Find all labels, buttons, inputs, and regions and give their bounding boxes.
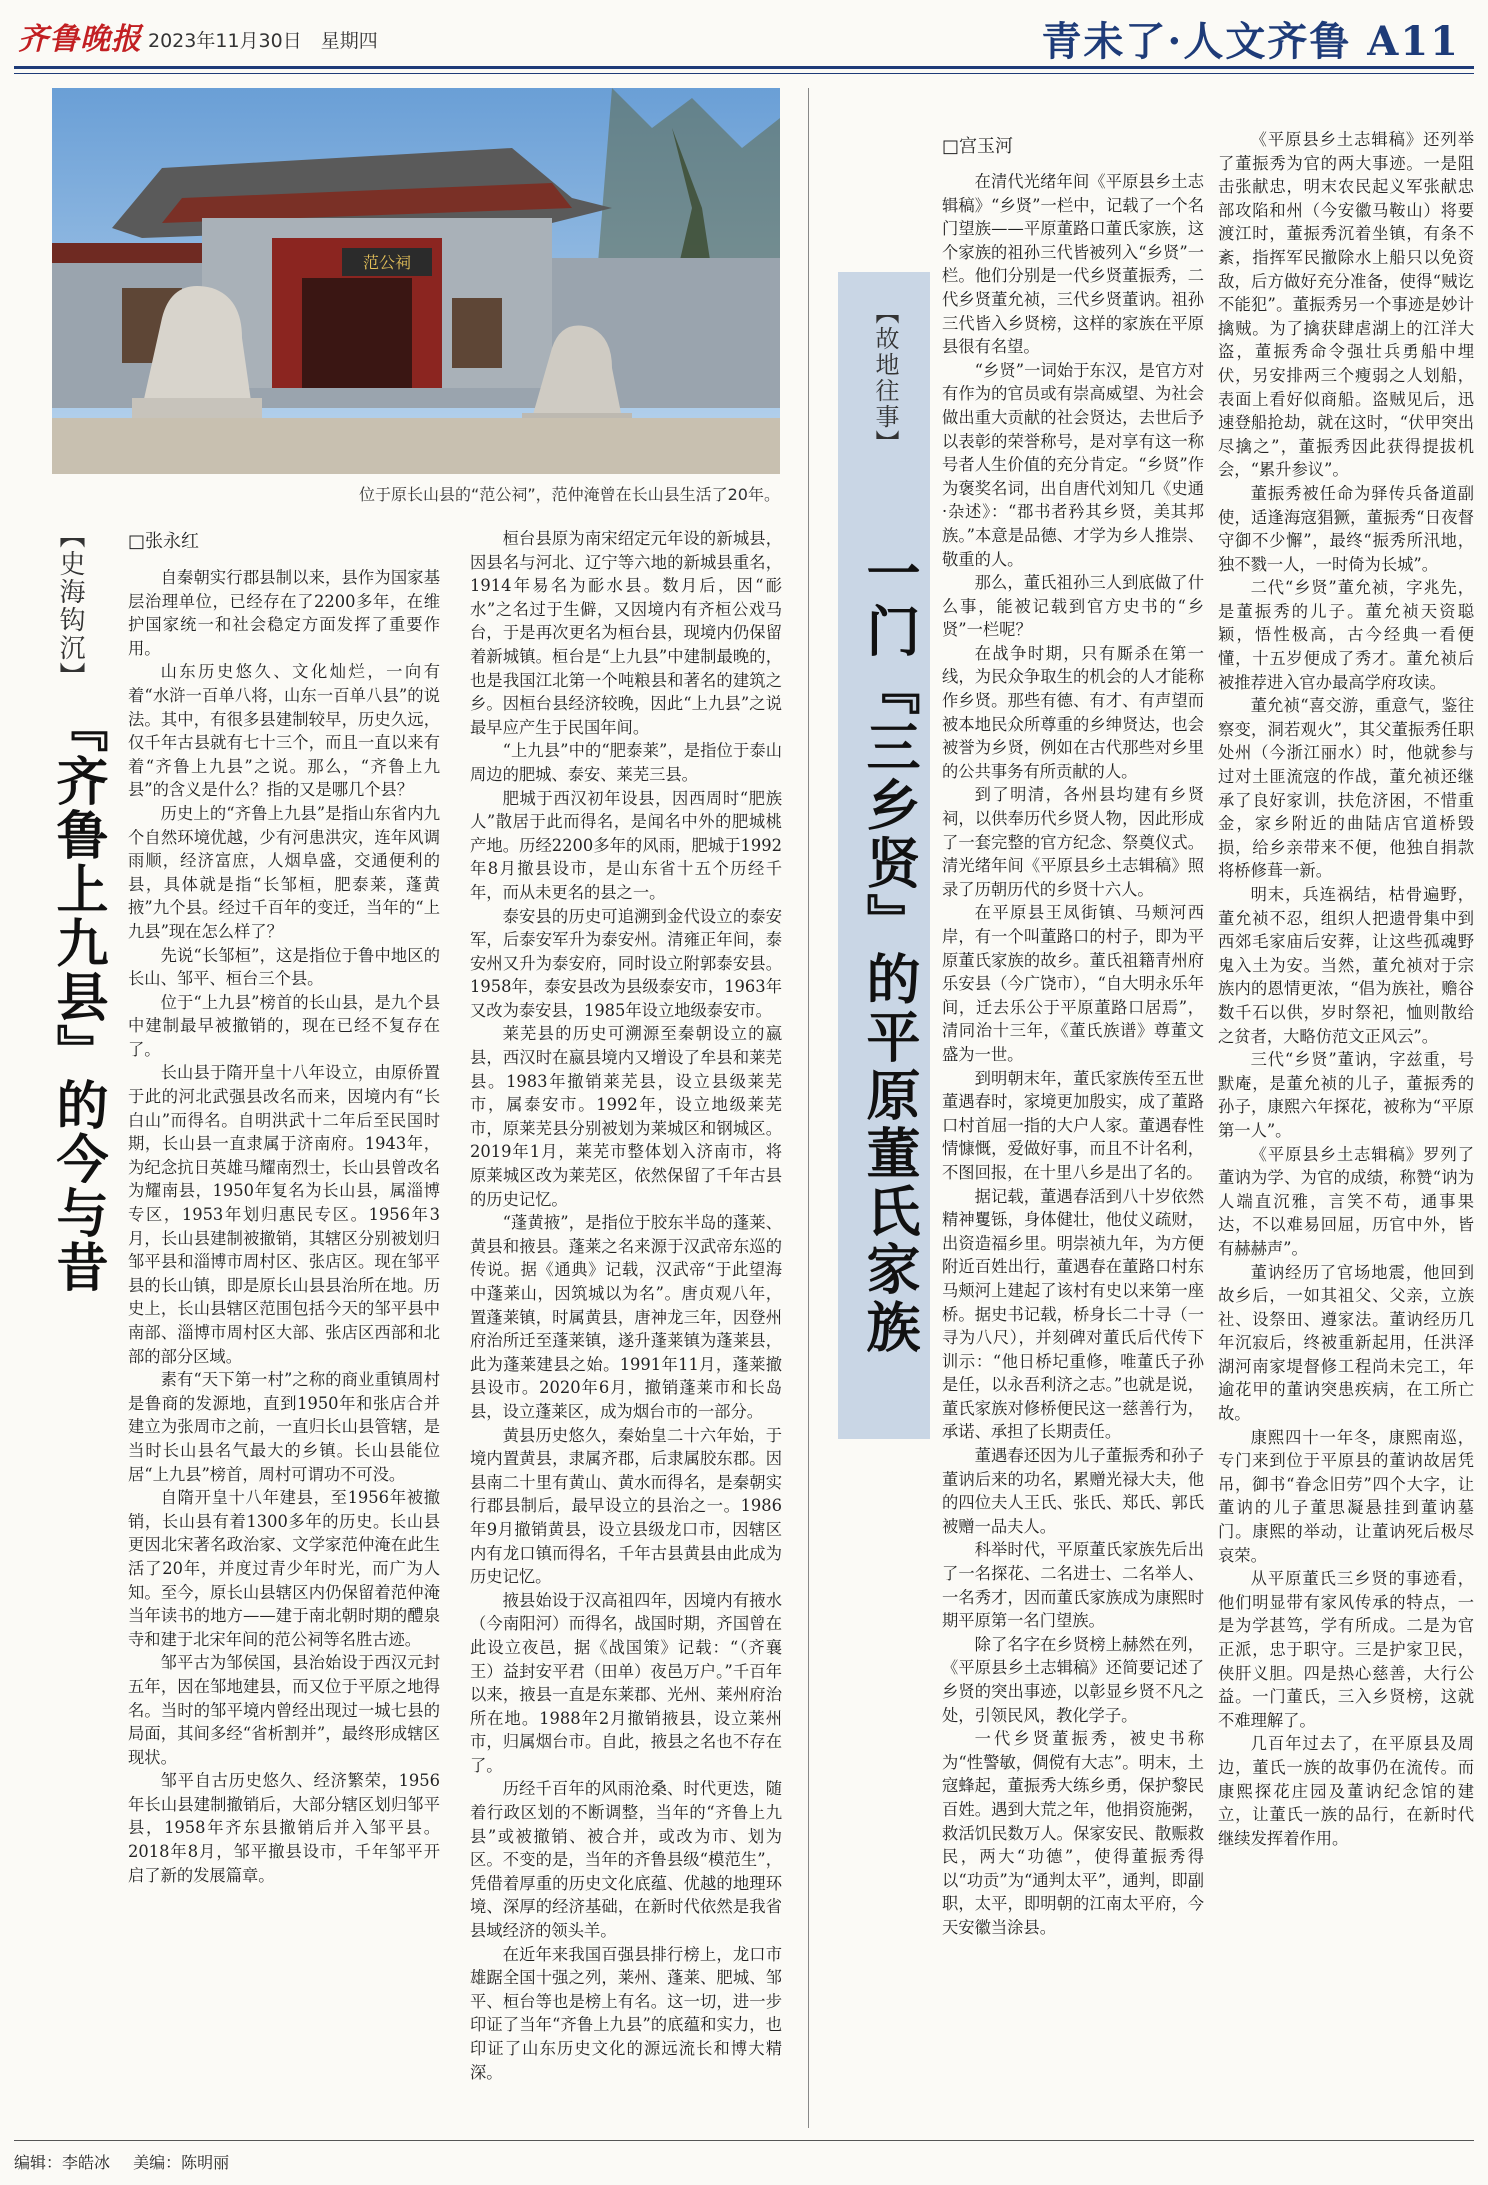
column-tag: 【故地往事】 (871, 300, 899, 456)
photo-caption: 位于原长山县的“范公祠”，范仲淹曾在长山县生活了20年。 (359, 485, 780, 504)
paragraph: 邹平古为邹侯国，县治始设于西汉元封五年，因在邹地建县，而又位于平原之地得名。当时的邹平境内曾经出现过一城七县的局面，其间多经“省析割并”，最终形成辖区现状。 (128, 1653, 440, 1767)
paragraph: 在近年来我国百强县排行榜上，龙口市雄踞全国十强之列，莱州、蓬莱、肥城、邹平、桓台等也是榜上有名。这一切，进一步印证了当年“齐鲁上九县”的底蕴和实力，也印证了山东历史文化的源远流长和博大精深。 (470, 1944, 782, 2082)
paragraph: 先说“长邹桓”，这是指位于鲁中地区的长山、邹平、桓台三个县。 (128, 945, 440, 989)
section-title: 青未了·人文齐鲁 A11 (1041, 18, 1460, 65)
paragraph: 历经千百年的风雨沧桑、时代更迭，随着行政区划的不断调整，当年的“齐鲁上九县”或被撤销、被合并，或改为市、划为区。不变的是，当年的齐鲁县级“模范生”，凭借着厚重的历史文化底蕴、优越的地理环境、深厚的经济基础，在新时代依然是我省县域经济的领头羊。 (470, 1779, 782, 1941)
paragraph: 三代“乡贤”董讷，字兹重，号默庵，是董允祯的儿子，董振秀的孙子，康熙六年探花，被称为“平原第一人”。 (1218, 1050, 1474, 1140)
paragraph: 莱芜县的历史可溯源至秦朝设立的嬴县，西汉时在嬴县境内又增设了牟县和莱芜县。1983年撤销莱芜县，设立县级莱芜市，属泰安市。1992年，设立地级莱芜市，原莱芜县分别被划为莱城区和钢城区。2019年1月，莱芜市整体划入济南市，将原莱城区改为莱芜区，依然保留了千年古县的历史记忆。 (470, 1024, 782, 1209)
paragraph: 明末，兵连祸结，枯骨遍野，董允祯不忍，组织人把遗骨集中到西郊毛家庙后安葬，让这些孤魂野鬼入土为安。当然，董允祯对于宗族内的恩情更浓，“倡为族社，赡谷数千石以供，岁时祭祀，恤则散给之贫者，大略仿范文正风云”。 (1218, 885, 1474, 1046)
shrine-sign: 范公祠 (362, 253, 412, 272)
article-author: □张永红 (128, 531, 200, 552)
paragraph: 掖县始设于汉高祖四年，因境内有掖水（今南阳河）而得名，战国时期，齐国曾在此设立夜邑，据《战国策》记载：“（齐襄王）益封安平君（田单）夜邑万户。”千百年以来，掖县一直是东莱郡、光州、莱州府治所在地。1988年2月撤销掖县，设立莱州市，归属烟台市。自此，掖县之名也不存在了。 (470, 1590, 782, 1775)
paragraph: 《平原县乡土志辑稿》还列举了董振秀为官的两大事迹。一是阻击张献忠，明末农民起义军张献忠部攻陷和州（今安徽马鞍山）将要渡江时，董振秀沉着坐镇，有条不紊，指挥军民撤除水上船只以免资敌，后方做好充分准备，使得“贼讫不能犯”。董振秀另一个事迹是妙计擒贼。为了擒获肆虐湖上的江洋大盗，董振秀命令强壮兵勇船中埋伏，另安排两三个瘦弱之人划船，表面上看好似商船。盗贼见后，迅速登船抢劫，就在这时，“伏甲突出尽擒之”，董振秀因此获得提拔机会，“累升参议”。 (1218, 130, 1474, 480)
left-article-column-1 (128, 566, 440, 2132)
paragraph: 那么，董氏祖孙三人到底做了什么事，能被记载到官方史书的“乡贤”一栏呢？ (942, 573, 1204, 640)
paragraph: 到了明清，各州县均建有乡贤祠，以供奉历代乡贤人物，因此形成了一套完整的官方纪念、祭奠仪式。清光绪年间《平原县乡土志辑稿》照录了历朝历代的乡贤十六人。 (942, 785, 1204, 899)
paragraph: 长山县于隋开皇十八年设立，由原侨置于此的河北武强县改名而来，因境内有“长白山”而得名。自明洪武十二年后至民国时期，长山县一直隶属于济南府。1943年，为纪念抗日英雄马耀南烈士，长山县曾改名为耀南县，1950年复名为长山县，属淄博专区，1953年划归惠民专区。1956年3月，长山县建制被撤销，其辖区分别被划归邹平县和淄博市周村区、张店区。现在邹平县的长山镇，即是原长山县县治所在地。历史上，长山县辖区范围包括今天的邹平县中南部、淄博市周村区大部、张店区西部和北部的部分区域。 (128, 1063, 440, 1366)
article-author: □宫玉河 (942, 136, 1014, 157)
designer-credit: 美编：陈明丽 (133, 2153, 230, 2172)
paragraph: 董振秀被任命为驿传兵备道副使，适逢海寇猖獗，董振秀“日夜督守御不少懈”，最终“振秀所汛地，独不戮一人，一时倚为长城”。 (1218, 483, 1474, 574)
article-photo (52, 88, 780, 474)
right-article-column-1 (942, 170, 1204, 2132)
paragraph: 二代“乡贤”董允祯，字兆先，是董振秀的儿子。董允祯天资聪颖，悟性极高，古今经典一看便懂，十五岁便成了秀才。董允祯后被推荐进入官办最高学府攻读。 (1218, 578, 1474, 692)
paragraph: 到明朝末年，董氏家族传至五世董遇春时，家境更加殷实，成了董路口村首屈一指的大户人家。董遇春性情慷慨，爱做好事，而且不计名利，不图回报，在十里八乡是出了名的。 (942, 1068, 1204, 1182)
paragraph: “上九县”中的“肥泰莱”，是指位于泰山周边的肥城、泰安、莱芜三县。 (470, 741, 782, 784)
right-article-column-2 (1218, 128, 1474, 2132)
masthead-rule-thin (14, 73, 1474, 74)
fan-gong-shrine-photo (52, 88, 780, 474)
paragraph: 泰安县的历史可追溯到金代设立的泰安军，后泰安军升为泰安州。清雍正年间，泰安州又升为泰安府，同时设立附郭泰安县。1958年，泰安县改为县级泰安市，1963年又改为泰安县，1985年设立地级泰安市。 (470, 906, 782, 1020)
editor-credit: 编辑：李皓冰 (14, 2153, 111, 2172)
article-title: 一门『三乡贤』的平原董氏家族 (858, 545, 922, 1357)
paragraph: 从平原董氏三乡贤的事迹看，他们明显带有家风传承的特点，一是为学甚笃，学有所成。二是为官正派，忠于职守。三是护家卫民，侠肝义胆。四是热心慈善，大行公益。一门董氏，三入乡贤榜，这就不难理解了。 (1218, 1569, 1474, 1730)
paragraph: 在清代光绪年间《平原县乡土志辑稿》“乡贤”一栏中，记载了一个名门望族——平原董路口董氏家族，这个家族的祖孙三代皆被列入“乡贤”一栏。他们分别是一代乡贤董振秀，二代乡贤董允祯，三代乡贤董讷。祖孙三代皆入乡贤榜，这样的家族在平原县很有名望。 (942, 172, 1204, 357)
paragraph: 董讷经历了官场地震，他回到故乡后，一如其祖父、父亲，立族社、设祭田、遵家法。董讷经历几年沉寂后，终被重新起用，任洪泽湖河南家堤督修工程尚未完工，年逾花甲的董讷突患疾病，在工所亡故。 (1218, 1262, 1474, 1424)
paragraph: 董遇春还因为儿子董振秀和孙子董讷后来的功名，累赠光禄大夫，他的四位夫人王氏、张氏、郑氏、郭氏被赠一品夫人。 (942, 1446, 1204, 1536)
paragraph: 邹平自古历史悠久、经济繁荣，1956年长山县建制撤销后，大部分辖区划归邹平县，1958年齐东县撤销后并入邹平县。2018年8月，邹平撤县设市，千年邹平开启了新的发展篇章。 (128, 1771, 440, 1885)
paragraph: 一代乡贤董振秀，被史书称为“性警敏，倜傥有大志”。明末，土寇蜂起，董振秀大练乡勇，保护黎民百姓。遇到大荒之年，他捐资施粥，救活饥民数万人。保家安民、散赈救民，两大“功德”，使得董振秀得以“功贡”为“通判太平”，通判，即副职，太平，即明朝的江南太平府，今天安徽当涂县。 (942, 1729, 1204, 1937)
issue-date: 2023年11月30日 星期四 (148, 30, 378, 52)
paragraph: 桓台县原为南宋绍定元年设的新城县，因县名与河北、辽宁等六地的新城县重名，1914年易名为耏水县。数月后，因“耏水”之名过于生僻，又因境内有齐桓公戏马台，于是再次更名为桓台县，现境内仍保留着新城镇。桓台是“上九县”中建制最晚的，也是我国江北第一个吨粮县和著名的建筑之乡。因桓台县经济较晚，因此“上九县”之说最早应产生于民国年间。 (470, 529, 782, 737)
paragraph: 黄县历史悠久，秦始皇二十六年始，于境内置黄县，隶属齐郡，后隶属胶东郡。因县南二十里有黄山、黄水而得名，是秦朝实行郡县制后，最早设立的县治之一。1986年9月撤销黄县，设立县级龙口市，因辖区内有龙口镇而得名，千年古县黄县由此成为历史记忆。 (470, 1425, 782, 1587)
footer-rule (14, 2140, 1474, 2141)
paragraph: 除了名字在乡贤榜上赫然在列，《平原县乡土志辑稿》还简要记述了乡贤的突出事迹，以彰显乡贤不凡之处，引领民风，教化学子。 (942, 1634, 1204, 1725)
paragraph: 在战争时期，只有厮杀在第一线，为民众争取生的机会的人才能称作乡贤。那些有德、有才、有声望而被本地民众所尊重的乡绅贤达，也会被誉为乡贤，例如在古代那些对乡里的公共事务有所贡献的人。 (942, 643, 1204, 781)
paragraph: 肥城于西汉初年设县，因西周时“肥族人”散居于此而得名，是闻名中外的肥城桃产地。历经2200多年的风雨，肥城于1992年8月撤县设市，是山东省十五个历经千年，而从未更名的县之一。 (470, 788, 782, 902)
masthead (0, 0, 1488, 78)
column-tag: 【史海钩沉】 (55, 522, 85, 690)
paragraph: 科举时代，平原董氏家族先后出了一名探花、二名进士、二名举人、一名秀才，因而董氏家族成为康熙时期平原第一名门望族。 (942, 1540, 1204, 1631)
paragraph: “乡贤”一词始于东汉，是官方对有作为的官员或有崇高威望、为社会做出重大贡献的社会贤达，去世后予以表彰的荣誉称号，是对享有这一称号者人生价值的充分肯定。“乡贤”作为褒奖名词，出自唐代刘知几《史通·杂述》：“郡书者矜其乡贤，美其邦族。”本意是品德、才学为乡人推崇、敬重的人。 (942, 360, 1204, 569)
paragraph: 在平原县王凤街镇、马颊河西岸，有一个叫董路口的村子，即为平原董氏家族的故乡。董氏祖籍青州府乐安县（今广饶市），“自大明永乐年间，迁去乐公于平原董路口居焉”，清同治十三年，《董氏族谱》尊董文盛为一世。 (942, 903, 1204, 1064)
paragraph: “蓬黄掖”，是指位于胶东半岛的蓬莱、黄县和掖县。蓬莱之名来源于汉武帝东巡的传说。据《通典》记载，汉武帝“于此望海中蓬莱山，因筑城以为名”。唐贞观八年，置蓬莱镇，时属黄县，唐神龙三年，因登州府治所迁至蓬莱镇，遂升蓬莱镇为蓬莱县，此为蓬莱建县之始。1991年11月，蓬莱撤县设市。2020年6月，撤销蓬莱市和长岛县，设立蓬莱区，成为烟台市的一部分。 (470, 1213, 782, 1421)
column-divider (808, 88, 809, 2128)
newspaper-logo: 齐鲁晚报 (18, 22, 142, 57)
paragraph: 位于“上九县”榜首的长山县，是九个县中建制最早被撤销的，现在已经不复存在了。 (128, 992, 440, 1059)
paragraph: 自隋开皇十八年建县，至1956年被撤销，长山县有着1300多年的历史。长山县更因北宋著名政治家、文学家范仲淹在此生活了20年，并度过青少年时光，而广为人知。至今，原长山县辖区内仍保留着范仲淹当年读书的地方——建于南北朝时期的醴泉寺和建于北宋年间的范公祠等名胜古迹。 (128, 1488, 440, 1649)
paragraph: 董允祯“喜交游，重意气，鉴往察变，洞若观火”，其父董振秀任职处州（今浙江丽水）时，他就参与过对土匪流寇的作战，董允祯还继承了良好家训，扶危济困，不惜重金，家乡附近的曲陆店官道桥毁损，给乡亲带来不便，他独自捐款将桥修葺一新。 (1218, 696, 1474, 881)
paragraph: 《平原县乡土志辑稿》罗列了董讷为学、为官的成绩，称赞“讷为人端直沉雅，言笑不苟，通事果达，不以难易回屈，历官中外，皆有赫赫声”。 (1218, 1144, 1474, 1258)
paragraph: 自秦朝实行郡县制以来，县作为国家基层治理单位，已经存在了2200多年，在维护国家统一和社会稳定方面发挥了重要作用。 (128, 568, 440, 658)
paragraph: 康熙四十一年冬，康熙南巡，专门来到位于平原县的董讷故居凭吊，御书“眷念旧劳”四个大字，让董讷的儿子董思凝悬挂到董讷墓门。康熙的举动，让董讷死后极尽哀荣。 (1218, 1427, 1474, 1565)
page-footer (14, 2150, 247, 2173)
paragraph: 历史上的“齐鲁上九县”是指山东省内九个自然环境优越，少有河患洪灾，连年风调雨顺，经济富庶，人烟阜盛，交通便利的县，具体就是指“长邹桓，肥泰莱，蓬黄掖”九个县。经过千百年的变迁，当年的“上九县”现在怎么样了？ (128, 803, 440, 941)
masthead-rule (14, 66, 1474, 69)
paragraph: 几百年过去了，在平原县及周边，董氏一族的故事仍在流传。而康熙探花庄园及董讷纪念馆的建立，让董氏一族的品行，在新时代继续发挥着作用。 (1218, 1734, 1474, 1848)
left-article-column-2 (470, 527, 782, 2132)
paragraph: 据记载，董遇春活到八十岁依然精神矍铄，身体健壮，他仗义疏财，出资造福乡里。明崇祯九年，为方便附近百姓出行，董遇春在董路口村东马颊河上建起了该村有史以来第一座桥。据史书记载，桥身长二十寻（一寻为八尺），并刻碑对董氏后代传下训示：“他日桥圮重修，唯董氏子孙是任，以永吾利济之志。”也就是说，董氏家族对修桥便民这一慈善行为，承诺、承担了长期责任。 (942, 1186, 1204, 1442)
article-title: 『齐鲁上九县』的今与昔 (47, 700, 108, 1294)
paragraph: 山东历史悠久、文化灿烂，一向有着“水浒一百单八将，山东一百单八县”的说法。其中，有很多县建制较早，历史久远，仅千年古县就有七十三个，而且一直以来有着“齐鲁上九县”之说。那么，“齐鲁上九县”的含义是什么？指的又是哪几个县？ (128, 662, 440, 800)
paragraph: 素有“天下第一村”之称的商业重镇周村是鲁商的发源地，直到1950年和张店合并建立为张周市之前，一直归长山县管辖，是当时长山县名气最大的乡镇。长山县能位居“上九县”榜首，周村可谓功不可没。 (128, 1370, 440, 1484)
